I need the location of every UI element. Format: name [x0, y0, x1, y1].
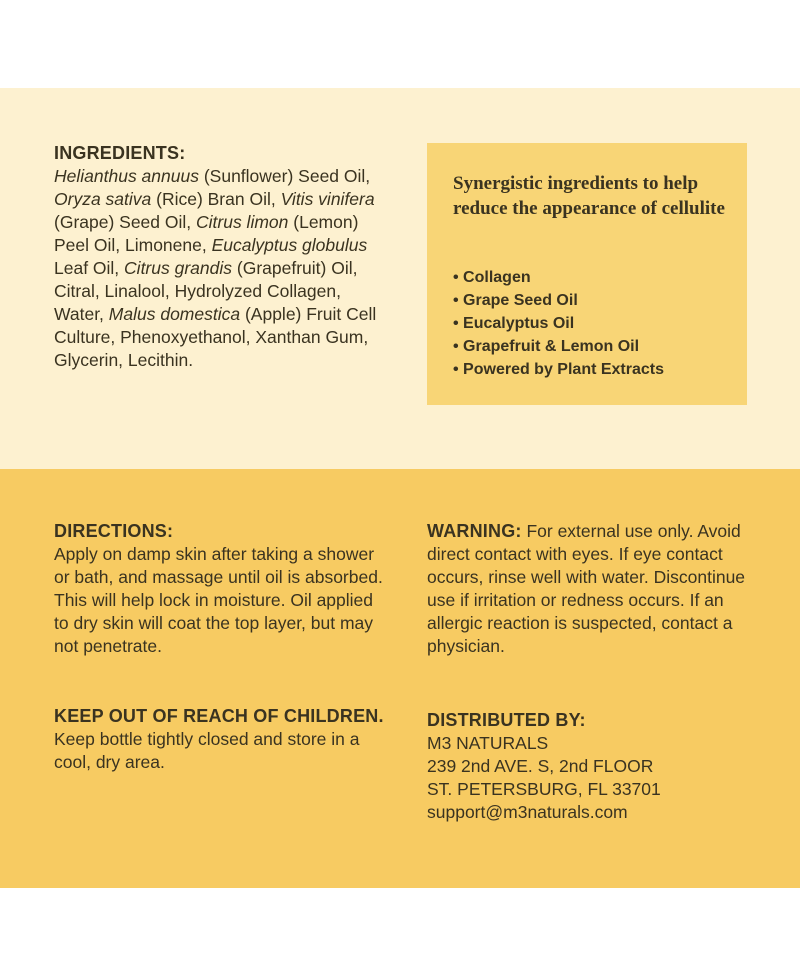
benefit-item: • Grape Seed Oil — [453, 289, 664, 312]
distributor-email: support@m3naturals.com — [427, 802, 628, 822]
callout-title: Synergistic ingredients to help reduce the appearance of cellulite — [453, 173, 725, 219]
ingredient-text: (Lemon) Peel Oil, Limonene, — [54, 212, 359, 255]
distributor-section — [427, 709, 767, 824]
ingredients-section — [54, 142, 394, 372]
ingredient-text: Leaf Oil, — [54, 258, 125, 278]
ingredients-list — [54, 165, 394, 372]
ingredients-heading: INGREDIENTS: — [54, 143, 186, 163]
keep-out-text: Keep bottle tightly closed and store in a cool, dry area. — [54, 729, 360, 772]
botanical-name: Vitis vinifera — [280, 189, 375, 209]
benefits-list — [453, 266, 664, 381]
benefits-callout — [427, 143, 747, 405]
distributor-street: 239 2nd AVE. S, 2nd FLOOR — [427, 756, 654, 776]
directions-heading: DIRECTIONS: — [54, 521, 174, 541]
ingredient-text: (Grape) Seed Oil, — [54, 212, 196, 232]
ingredient-text: (Rice) Bran Oil, — [151, 189, 281, 209]
botanical-name: Eucalyptus globulus — [211, 235, 368, 255]
ingredient-text: (Apple) Fruit Cell Culture, Phenoxyethanol, Xanthan Gum, Glycerin, Lecithin. — [54, 304, 377, 370]
directions-section — [54, 520, 384, 658]
botanical-name: Oryza sativa — [54, 189, 152, 209]
benefit-item: • Powered by Plant Extracts — [453, 358, 664, 381]
distributor-name: M3 NATURALS — [427, 733, 549, 753]
ingredient-text: (Sunflower) Seed Oil, — [198, 166, 371, 186]
warning-section — [427, 520, 767, 658]
ingredient-text: (Grapefruit) Oil, Citral, Linalool, Hydrolyzed Collagen, Water, — [54, 258, 358, 324]
directions-text: Apply on damp skin after taking a shower or bath, and massage until oil is absorbed. This will help lock in moisture. Oil applied to dry skin will coat the top layer, but may not penetrate. — [54, 544, 383, 656]
distributor-heading: DISTRIBUTED BY: — [427, 710, 586, 730]
benefit-item: • Grapefruit & Lemon Oil — [453, 335, 664, 358]
botanical-name: Citrus grandis — [124, 258, 233, 278]
keep-out-heading: KEEP OUT OF REACH OF CHILDREN. — [54, 706, 384, 726]
keep-out-section — [54, 705, 394, 774]
distributor-city: ST. PETERSBURG, FL 33701 — [427, 779, 661, 799]
warning-text: For external use only. Avoid direct contact with eyes. If eye contact occurs, rinse well with water. Discontinue use if irritation or redness occurs. If an allergic reaction is suspected, contact a physician. — [427, 521, 746, 656]
botanical-name: Helianthus annuus — [54, 166, 199, 186]
warning-heading: WARNING: — [427, 521, 522, 541]
botanical-name: Citrus limon — [196, 212, 289, 232]
benefit-item: • Collagen — [453, 266, 664, 289]
benefit-item: • Eucalyptus Oil — [453, 312, 664, 335]
botanical-name: Malus domestica — [108, 304, 241, 324]
